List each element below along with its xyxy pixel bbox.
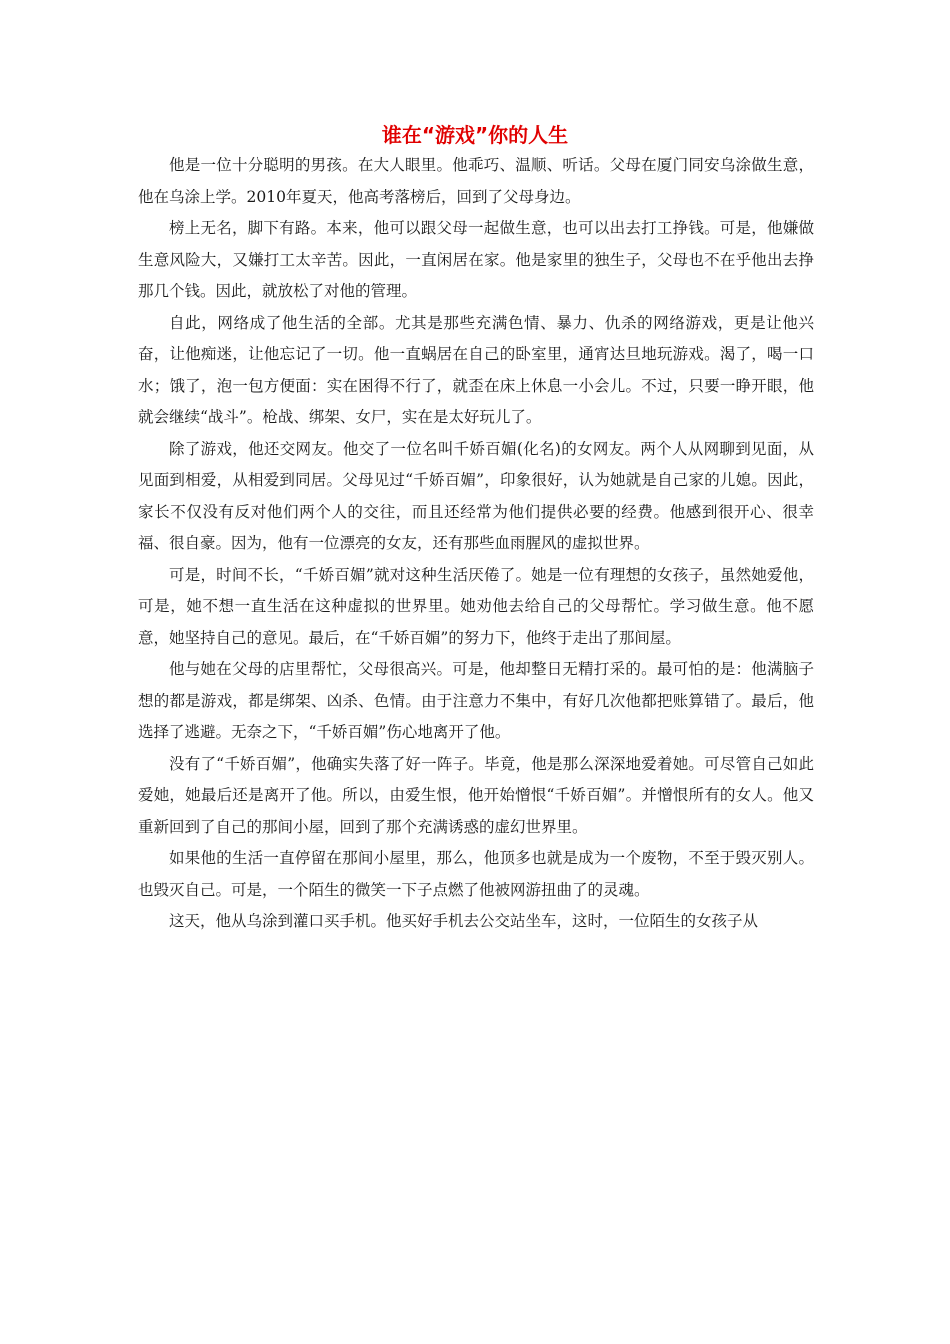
paragraph-4: 除了游戏，他还交网友。他交了一位名叫千娇百媚(化名)的女网友。两个人从网聊到见面，从见面到相爱，从相爱到同居。父母见过“千娇百媚”，印象很好，认为她就是自己家的儿媳。因此，家长不仅没有反对他们两个人的交往，而且还经常为他们提供必要的经费。他感到很开心、很幸福、很自豪。因为，他有一位漂亮的女友，还有那些血雨腥风的虚拟世界。 <box>138 439 814 552</box>
paragraph-6: 他与她在父母的店里帮忙，父母很高兴。可是，他却整日无精打采的。最可怕的是：他满脑子想的都是游戏，都是绑架、凶杀、色情。由于注意力不集中，有好几次他都把账算错了。最后，他选择了逃避。无奈之下，“千娇百媚”伤心地离开了他。 <box>138 660 814 741</box>
article-body <box>138 150 814 938</box>
paragraph-3: 自此，网络成了他生活的全部。尤其是那些充满色情、暴力、仇杀的网络游戏，更是让他兴奋，让他痴迷，让他忘记了一切。他一直蜗居在自己的卧室里，通宵达旦地玩游戏。渴了，喝一口水；饿了，泡一包方便面：实在困得不行了，就歪在床上休息一小会儿。不过，只要一睁开眼，他就会继续“战斗”。枪战、绑架、女尸，实在是太好玩儿了。 <box>138 313 814 426</box>
article-title: 谁在“游戏”你的人生 <box>381 123 569 147</box>
paragraph-5: 可是，时间不长，“千娇百媚”就对这种生活厌倦了。她是一位有理想的女孩子，虽然她爱他，可是，她不想一直生活在这种虚拟的世界里。她劝他去给自己的父母帮忙。学习做生意。他不愿意，她坚持自己的意见。最后，在“千娇百媚”的努力下，他终于走出了那间屋。 <box>138 565 814 647</box>
paragraph-1: 他是一位十分聪明的男孩。在大人眼里。他乖巧、温顺、听话。父母在厦门同安乌涂做生意，他在乌涂上学。2010年夏天，他高考落榜后，回到了父母身边。 <box>138 156 814 206</box>
paragraph-7: 没有了“千娇百媚”，他确实失落了好一阵子。毕竟，他是那么深深地爱着她。可尽管自己如此爱她，她最后还是离开了他。所以，由爱生恨，他开始憎恨“千娇百媚”。并憎恨所有的女人。他又重新回到了自己的那间小屋，回到了那个充满诱惑的虚幻世界里。 <box>138 754 814 836</box>
paragraph-8: 如果他的生活一直停留在那间小屋里，那么，他顶多也就是成为一个废物，不至于毁灭别人。也毁灭自己。可是，一个陌生的微笑一下子点燃了他被网游扭曲了的灵魂。 <box>138 849 814 899</box>
paragraph-9: 这天，他从乌涂到灌口买手机。他买好手机去公交站坐车，这时，一位陌生的女孩子从 <box>169 912 759 930</box>
paragraph-2: 榜上无名，脚下有路。本来，他可以跟父母一起做生意，也可以出去打工挣钱。可是，他嫌做生意风险大，又嫌打工太辛苦。因此，一直闲居在家。他是家里的独生子，父母也不在乎他出去挣那几个钱。因此，就放松了对他的管理。 <box>138 219 814 300</box>
